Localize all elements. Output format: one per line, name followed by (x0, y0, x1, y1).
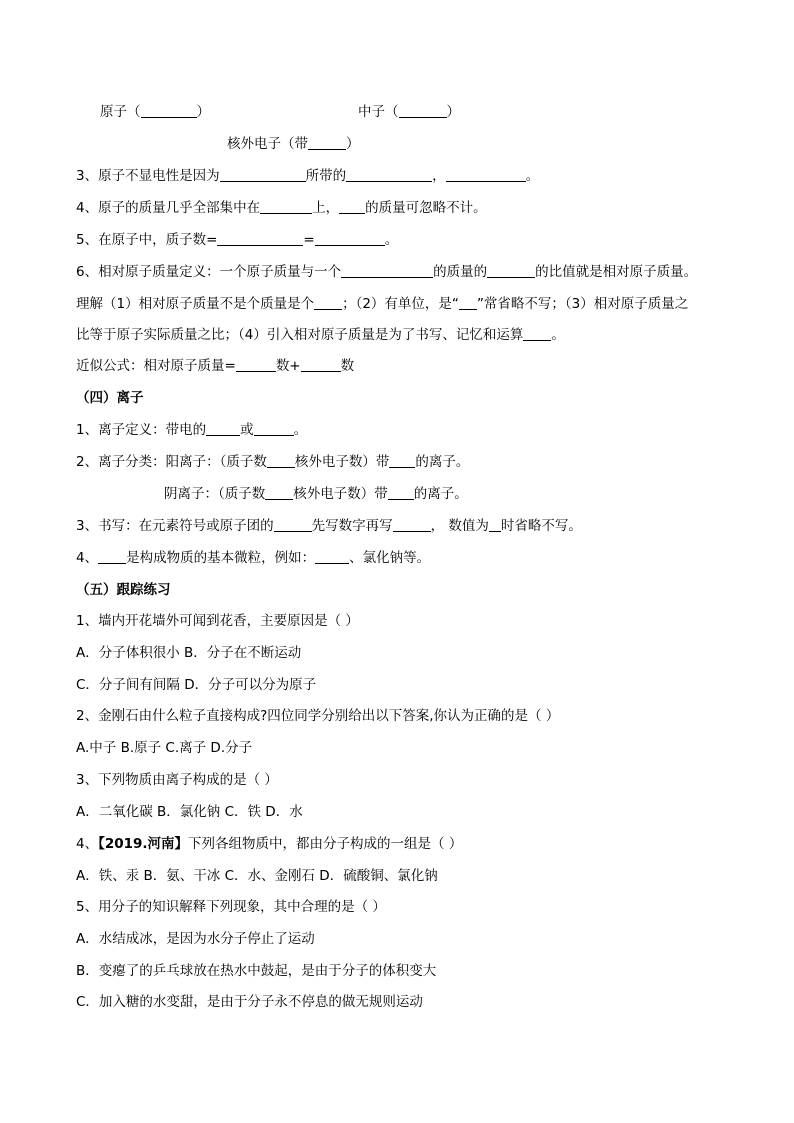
blank (260, 199, 312, 214)
neutron-label: 中子（ ） (358, 104, 460, 120)
question-3-options: A．二氧化碳 B．氯化钠 C．铁 D．水 (76, 804, 303, 820)
blank (341, 263, 433, 278)
question-source-tag: 【2019.河南】 (98, 836, 189, 852)
ion-line-3: 3、书写：在元素符号或原子团的 先写数字再写 ， 数值为 时省略不写。 (76, 518, 582, 534)
question-1: 1、墙内开花墙外可闻到花香，主要原因是（ ） (76, 613, 359, 629)
ion-line-2: 2、离子分类：阳离子：（质子数 核外电子数）带 的离子。 (76, 454, 470, 470)
question-5-option-b: B．变瘪了的乒乓球放在热水中鼓起，是由于分子的体积变大 (76, 963, 437, 979)
question-5-option-c: C．加入糖的水变甜，是由于分子永不停息的做无规则运动 (76, 994, 423, 1010)
ion-line-1: 1、离子定义：带电的 或 。 (76, 422, 308, 438)
blank (254, 421, 294, 436)
blank (489, 517, 501, 532)
line-3: 3、原子不显电性是因为 所带的 ， 。 (76, 168, 540, 184)
line-8: 比等于原子实际质量之比；（4）引入相对原子质量是为了书写、记忆和运算 。 (76, 327, 565, 343)
question-2-options: A.中子 B.原子 C.离子 D.分子 (76, 740, 253, 756)
question-5-option-a: A．水结成冰，是因为水分子停止了运动 (76, 931, 315, 947)
ion-line-anion: 阴离子：（质子数 核外电子数）带 的离子。 (164, 486, 468, 502)
blank (523, 326, 551, 341)
blank (236, 357, 276, 372)
line-6: 6、相对原子质量定义：一个原子质量与一个 的质量的 的比值就是相对原子质量。 (76, 264, 698, 280)
line-7: 理解（1）相对原子质量不是个质量是个 ；（2）有单位，是“ ”常省略不写；（3）相对原子质量之 (76, 296, 689, 312)
blank (388, 485, 414, 500)
atom-label: 原子（ ） (100, 104, 210, 120)
blank (315, 549, 349, 564)
line-4: 4、原子的质量几乎全部集中在 上， 的质量可忽略不计。 (76, 200, 487, 216)
blank (265, 485, 293, 500)
blank (399, 103, 447, 118)
blank (314, 295, 342, 310)
blank (315, 231, 385, 246)
blank (393, 517, 431, 532)
blank (459, 295, 477, 310)
blank (301, 357, 341, 372)
blank (389, 453, 415, 468)
line-5: 5、在原子中，质子数= = 。 (76, 232, 399, 248)
question-2: 2、金刚石由什么粒子直接构成?四位同学分别给出以下答案,你认为正确的是（ ） (76, 708, 560, 724)
blank (206, 421, 240, 436)
blank (217, 231, 303, 246)
question-1-options-cd: C．分子间有间隔 D．分子可以分为原子 (76, 677, 317, 693)
question-5: 5、用分子的知识解释下列现象，其中合理的是（ ） (76, 899, 386, 915)
blank (98, 549, 126, 564)
question-1-options-ab: A．分子体积很小 B．分子在不断运动 (76, 645, 302, 661)
blank (487, 263, 535, 278)
blank (346, 167, 432, 182)
blank (446, 167, 526, 182)
blank (141, 103, 197, 118)
question-3: 3、下列物质由离子构成的是（ ） (76, 772, 278, 788)
blank (274, 517, 312, 532)
question-4: 4、【2019.河南】下列各组物质中，都由分子构成的一组是（ ） (76, 836, 463, 852)
ion-line-4: 4、 是构成物质的基本微粒，例如： 、氯化钠等。 (76, 550, 431, 566)
blank (339, 199, 365, 214)
electron-label: 核外电子（带 ） (227, 136, 360, 152)
blank (267, 453, 295, 468)
blank (220, 167, 306, 182)
approx-formula: 近似公式：相对原子质量= 数+ 数 (76, 358, 355, 374)
question-4-options: A．铁、汞 B．氨、干冰 C．水、金刚石 D．硫酸铜、氯化钠 (76, 868, 438, 884)
ion-heading: （四）离子 (76, 390, 144, 406)
practice-heading: （五）跟踪练习 (76, 582, 171, 598)
blank (308, 135, 346, 150)
